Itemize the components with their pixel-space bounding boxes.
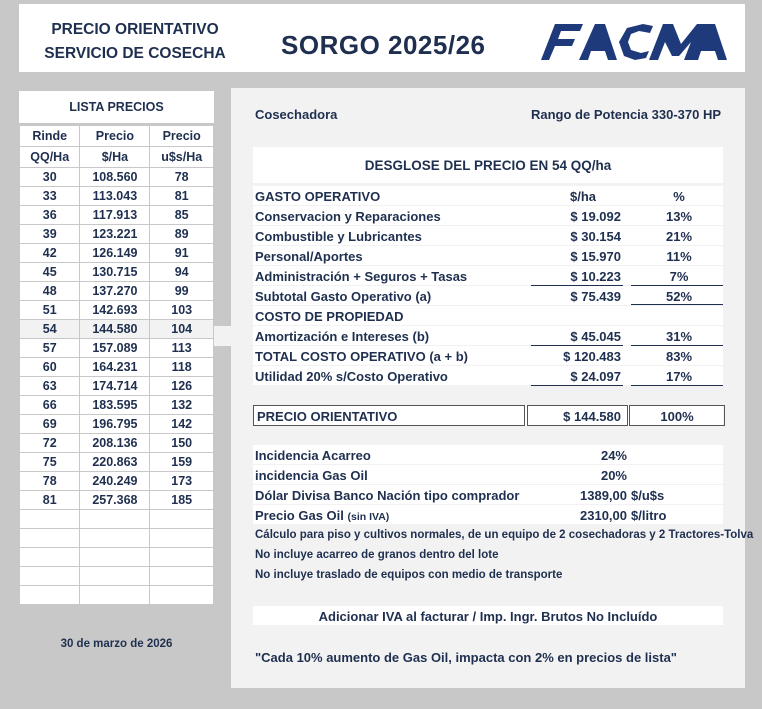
amort-pct: 31% xyxy=(665,329,693,344)
price-row xyxy=(20,282,214,301)
page-title: SORGO 2025/26 xyxy=(281,30,486,60)
gasoil-label-note: (sin IVA) xyxy=(347,511,390,523)
facma-logo xyxy=(531,20,731,64)
cell-precio-usd: 150 xyxy=(150,434,214,453)
cell-precio-ars: 117.913 xyxy=(80,206,150,225)
cell-precio-usd: 159 xyxy=(150,453,214,472)
price-list-title: LISTA PRECIOS xyxy=(19,91,214,125)
price-row xyxy=(20,225,214,244)
cell-precio-usd: 173 xyxy=(150,472,214,491)
incidencia-gasoil-value: 20% xyxy=(600,468,627,483)
price-date: 30 de marzo de 2026 xyxy=(60,638,173,650)
price-row xyxy=(20,263,214,282)
empty-row xyxy=(20,510,214,529)
combust-label: Combustible y Lubricantes xyxy=(255,229,422,244)
note-calculo: Cálculo para piso y cultivos normales, de un equipo de 2 cosechadoras y 2 Tractores-Tolva xyxy=(255,529,754,541)
price-row xyxy=(20,434,214,453)
power-range: Rango de Potencia 330-370 HP xyxy=(531,107,722,122)
col-precio-ars-header-2: $/Ha xyxy=(80,147,150,168)
cell-precio-ars: 183.595 xyxy=(80,396,150,415)
cell-precio-usd: 85 xyxy=(150,206,214,225)
amort-value: $ 45.045 xyxy=(570,329,621,344)
price-row xyxy=(20,320,214,339)
dolar-label: Dólar Divisa Banco Nación tipo comprador xyxy=(255,488,520,503)
cell-precio-usd: 89 xyxy=(150,225,214,244)
empty-row xyxy=(20,548,214,567)
total-label: TOTAL COSTO OPERATIVO (a + b) xyxy=(255,349,468,364)
propiedad-header: COSTO DE PROPIEDAD xyxy=(255,309,404,324)
cell-precio-ars: 257.368 xyxy=(80,491,150,510)
underline xyxy=(631,304,723,305)
cell-precio-ars: 220.863 xyxy=(80,453,150,472)
note-acarreo: No incluye acarreo de granos dentro del lote xyxy=(255,549,499,561)
precio-pct: 100% xyxy=(660,409,694,424)
cell-rinde: 69 xyxy=(20,415,80,434)
underline xyxy=(631,385,723,386)
cell-precio-ars: 142.693 xyxy=(80,301,150,320)
cell-precio-ars: 196.795 xyxy=(80,415,150,434)
empty-cell xyxy=(20,567,80,586)
gasoil-impact-quote: "Cada 10% aumento de Gas Oil, impacta con 2% en precios de lista" xyxy=(255,650,677,665)
empty-cell xyxy=(80,529,150,548)
cell-precio-ars: 144.580 xyxy=(80,320,150,339)
empty-cell xyxy=(80,510,150,529)
cell-precio-ars: 123.221 xyxy=(80,225,150,244)
cell-rinde: 54 xyxy=(20,320,80,339)
cell-rinde: 60 xyxy=(20,358,80,377)
price-row xyxy=(20,206,214,225)
dolar-unit: $/u$s xyxy=(631,488,665,503)
gasoil-value: 2310,00 xyxy=(580,508,627,523)
header-banner xyxy=(19,4,745,72)
cell-precio-usd: 142 xyxy=(150,415,214,434)
empty-cell xyxy=(80,586,150,605)
gasoil-label-group xyxy=(255,508,389,523)
empty-row xyxy=(20,586,214,605)
subtotal-value: $ 75.439 xyxy=(570,289,621,304)
col-money-header: $/ha xyxy=(569,189,596,204)
personal-label: Personal/Aportes xyxy=(255,249,363,264)
incidencia-acarreo-label: Incidencia Acarreo xyxy=(255,448,371,463)
cell-precio-usd: 94 xyxy=(150,263,214,282)
note-traslado: No incluye traslado de equipos con medio de transporte xyxy=(255,569,563,581)
empty-cell xyxy=(150,510,214,529)
cell-precio-usd: 113 xyxy=(150,339,214,358)
cell-rinde: 63 xyxy=(20,377,80,396)
cell-rinde: 81 xyxy=(20,491,80,510)
price-row xyxy=(20,168,214,187)
conserv-label: Conservacion y Reparaciones xyxy=(255,209,441,224)
cell-precio-ars: 174.714 xyxy=(80,377,150,396)
selected-row-connector xyxy=(214,326,232,346)
col-precio-usd-header-1: Precio xyxy=(150,126,214,147)
cell-precio-usd: 118 xyxy=(150,358,214,377)
total-pct: 83% xyxy=(665,349,693,364)
conserv-pct: 13% xyxy=(665,209,693,224)
cell-precio-usd: 185 xyxy=(150,491,214,510)
price-row xyxy=(20,472,214,491)
col-precio-ars-header-1: Precio xyxy=(80,126,150,147)
price-table xyxy=(19,125,214,605)
gasto-header: GASTO OPERATIVO xyxy=(255,189,381,204)
total-value: $ 120.483 xyxy=(563,349,621,364)
empty-row xyxy=(20,567,214,586)
cell-precio-usd: 99 xyxy=(150,282,214,301)
cell-precio-ars: 137.270 xyxy=(80,282,150,301)
empty-row xyxy=(20,529,214,548)
cell-precio-usd: 104 xyxy=(150,320,214,339)
cell-rinde: 42 xyxy=(20,244,80,263)
price-row xyxy=(20,415,214,434)
empty-cell xyxy=(80,548,150,567)
cell-precio-usd: 132 xyxy=(150,396,214,415)
subtotal-pct: 52% xyxy=(665,289,693,304)
cell-precio-ars: 108.560 xyxy=(80,168,150,187)
cell-precio-ars: 157.089 xyxy=(80,339,150,358)
cell-precio-usd: 126 xyxy=(150,377,214,396)
col-rinde-header-2: QQ/Ha xyxy=(20,147,80,168)
cell-precio-ars: 113.043 xyxy=(80,187,150,206)
machine-label: Cosechadora xyxy=(255,107,338,122)
admin-pct: 7% xyxy=(669,269,689,284)
price-table-body xyxy=(20,168,214,605)
subtotal-label: Subtotal Gasto Operativo (a) xyxy=(255,289,432,304)
cell-rinde: 72 xyxy=(20,434,80,453)
cell-rinde: 57 xyxy=(20,339,80,358)
price-row xyxy=(20,358,214,377)
amort-label: Amortización e Intereses (b) xyxy=(255,329,430,344)
cell-rinde: 45 xyxy=(20,263,80,282)
dolar-value: 1389,00 xyxy=(580,488,627,503)
cell-rinde: 39 xyxy=(20,225,80,244)
price-row xyxy=(20,339,214,358)
iva-note: Adicionar IVA al facturar / Imp. Ingr. Brutos No Incluído xyxy=(318,609,658,624)
price-row xyxy=(20,453,214,472)
cell-rinde: 78 xyxy=(20,472,80,491)
empty-cell xyxy=(20,510,80,529)
combust-pct: 21% xyxy=(665,229,693,244)
empty-cell xyxy=(150,548,214,567)
gasoil-unit: $/litro xyxy=(631,508,667,523)
cell-rinde: 30 xyxy=(20,168,80,187)
price-row xyxy=(20,491,214,510)
empty-cell xyxy=(20,548,80,567)
price-row xyxy=(20,187,214,206)
conserv-value: $ 19.092 xyxy=(570,209,621,224)
price-row xyxy=(20,301,214,320)
price-row xyxy=(20,377,214,396)
empty-cell xyxy=(80,567,150,586)
price-breakdown-panel xyxy=(231,88,754,688)
cell-rinde: 36 xyxy=(20,206,80,225)
admin-value: $ 10.223 xyxy=(570,269,621,284)
cell-precio-usd: 103 xyxy=(150,301,214,320)
header-line-2: SERVICIO DE COSECHA xyxy=(44,45,226,62)
cell-rinde: 75 xyxy=(20,453,80,472)
underline xyxy=(531,385,623,386)
util-pct: 17% xyxy=(665,369,693,384)
empty-cell xyxy=(20,529,80,548)
header-line-1: PRECIO ORIENTATIVO xyxy=(51,21,219,38)
cell-precio-ars: 240.249 xyxy=(80,472,150,491)
util-label: Utilidad 20% s/Costo Operativo xyxy=(255,369,448,384)
incidencia-acarreo-value: 24% xyxy=(600,448,627,463)
cell-precio-usd: 78 xyxy=(150,168,214,187)
empty-cell xyxy=(150,586,214,605)
personal-value: $ 15.970 xyxy=(570,249,621,264)
util-value: $ 24.097 xyxy=(570,369,621,384)
header-subtitle xyxy=(19,18,251,66)
cell-precio-ars: 130.715 xyxy=(80,263,150,282)
cell-precio-usd: 91 xyxy=(150,244,214,263)
cell-rinde: 48 xyxy=(20,282,80,301)
breakdown-title: DESGLOSE DEL PRECIO EN 54 QQ/ha xyxy=(364,158,612,173)
admin-label: Administración + Seguros + Tasas xyxy=(255,269,468,284)
combust-value: $ 30.154 xyxy=(570,229,621,244)
cell-precio-usd: 81 xyxy=(150,187,214,206)
price-row xyxy=(20,244,214,263)
col-precio-usd-header-2: u$s/Ha xyxy=(150,147,214,168)
col-rinde-header-1: Rinde xyxy=(20,126,80,147)
precio-label: PRECIO ORIENTATIVO xyxy=(257,409,398,424)
cell-rinde: 66 xyxy=(20,396,80,415)
personal-pct: 11% xyxy=(666,249,692,264)
empty-cell xyxy=(150,529,214,548)
cell-rinde: 51 xyxy=(20,301,80,320)
empty-cell xyxy=(150,567,214,586)
incidencia-gasoil-label: incidencia Gas Oil xyxy=(255,468,368,483)
cell-rinde: 33 xyxy=(20,187,80,206)
cell-precio-ars: 164.231 xyxy=(80,358,150,377)
gasoil-label: Precio Gas Oil xyxy=(255,508,344,523)
precio-value: $ 144.580 xyxy=(563,409,621,424)
col-pct-header: % xyxy=(673,189,685,204)
price-row xyxy=(20,396,214,415)
price-list xyxy=(19,91,214,605)
cell-precio-ars: 126.149 xyxy=(80,244,150,263)
cell-precio-ars: 208.136 xyxy=(80,434,150,453)
empty-cell xyxy=(20,586,80,605)
